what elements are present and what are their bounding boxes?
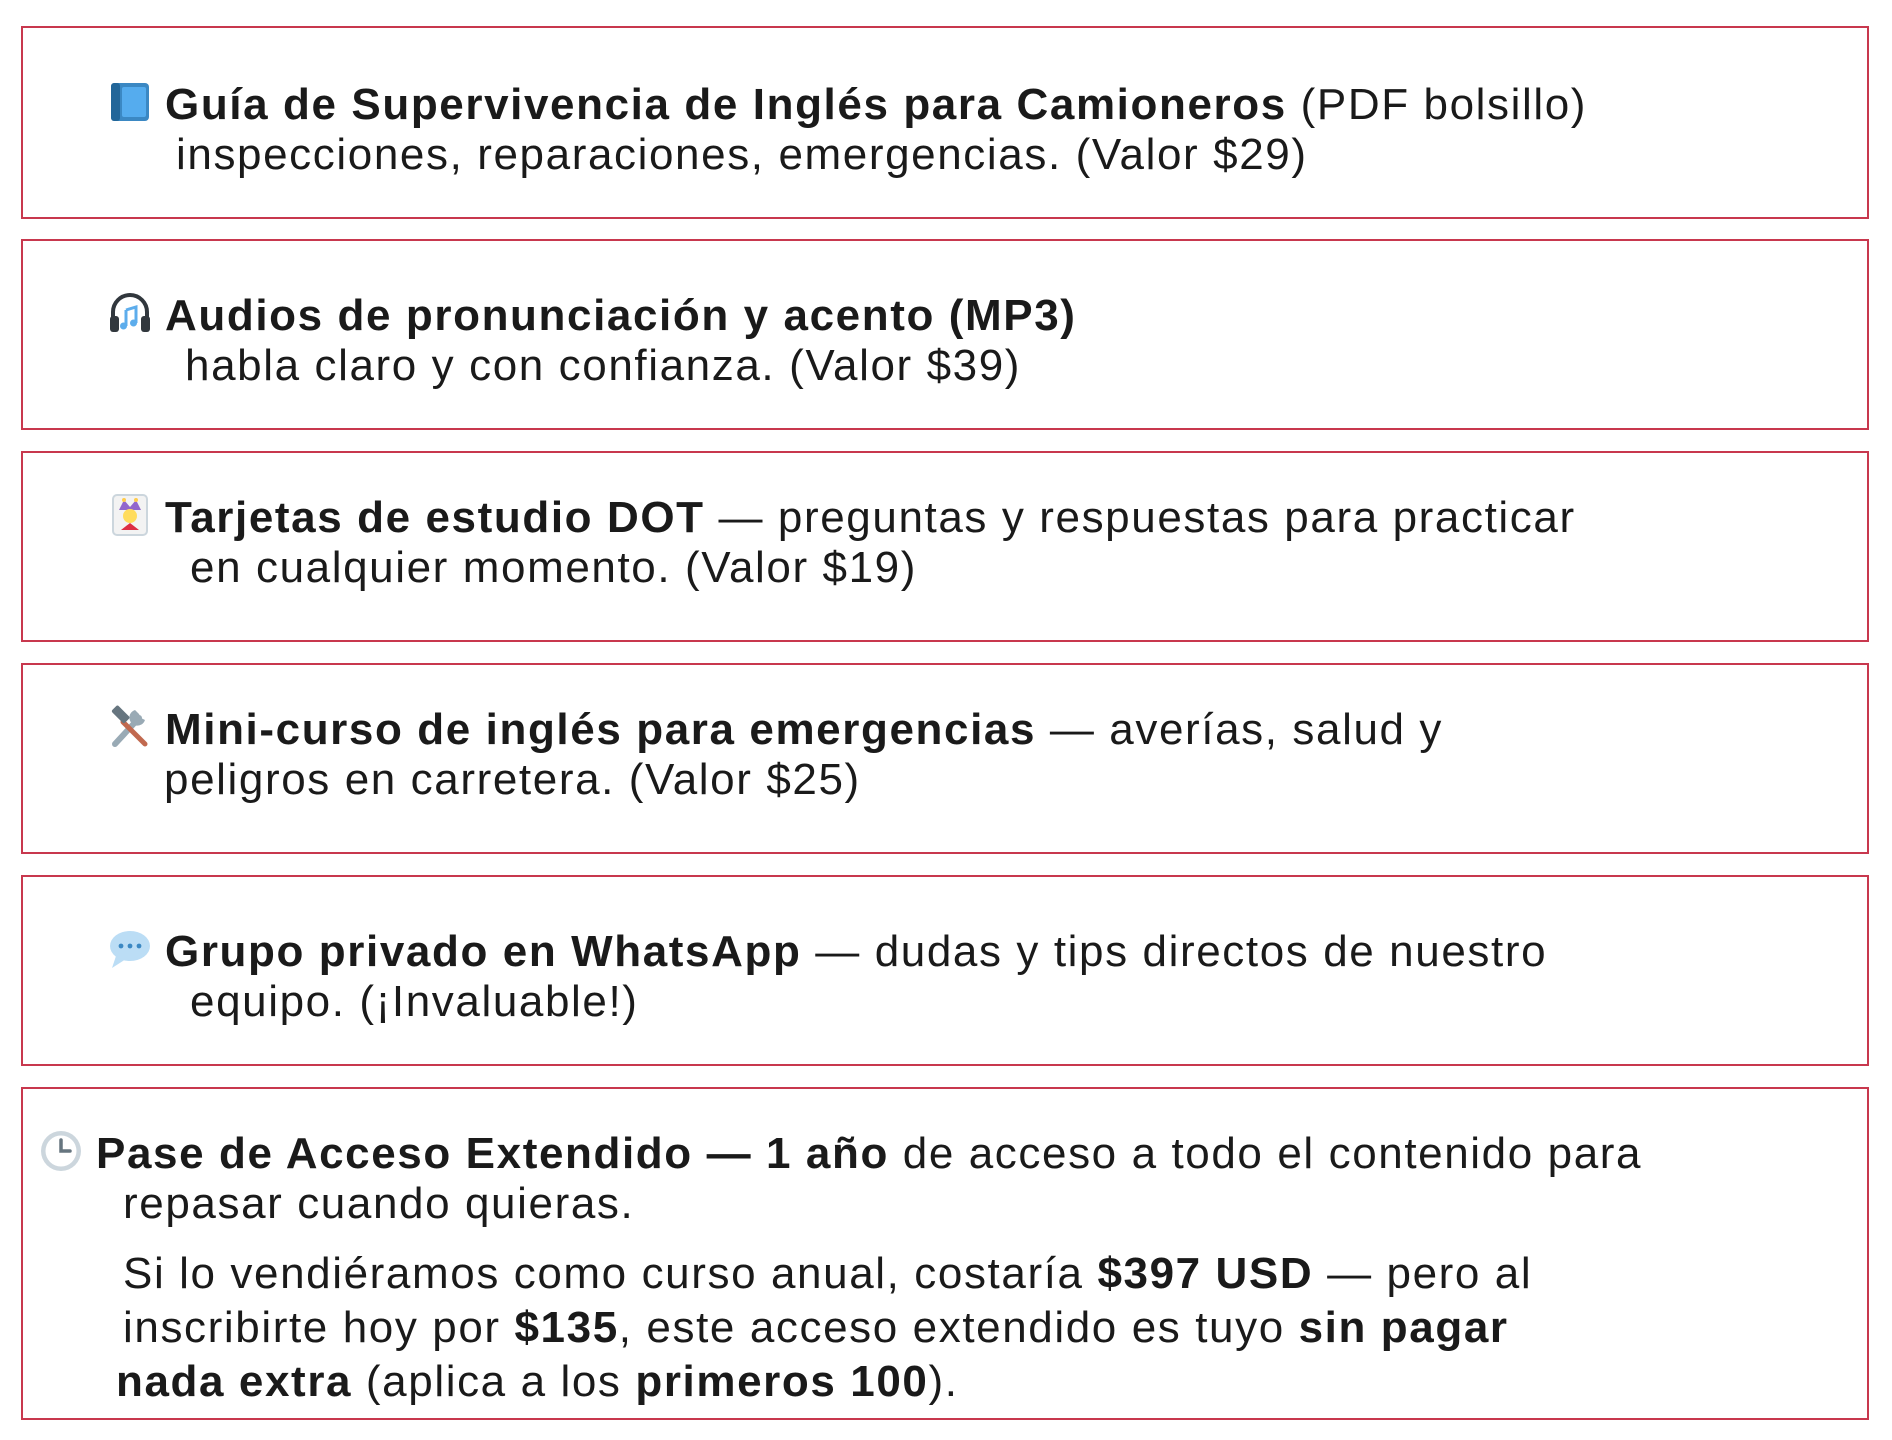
bonus-title: Guía de Supervivencia de Inglés para Camioneros bbox=[165, 80, 1287, 129]
bonus-card-guide bbox=[21, 26, 1869, 219]
bonus-title-line bbox=[107, 290, 1077, 338]
hammer-and-wrench-icon bbox=[107, 704, 153, 750]
extended-p3-end: ). bbox=[928, 1357, 959, 1406]
extended-paragraph-line-1 bbox=[123, 1249, 1533, 1298]
no-extra-cost-label-end: nada extra bbox=[116, 1357, 353, 1406]
extended-paragraph-line-3 bbox=[116, 1357, 959, 1406]
extended-p1-text: Si lo vendiéramos como curso anual, costaría bbox=[123, 1249, 1098, 1298]
headphones-icon bbox=[107, 290, 153, 336]
bonus-card-dot-cards bbox=[21, 451, 1869, 642]
extended-p2-text: inscribirte hoy por bbox=[123, 1303, 515, 1352]
extended-access-card bbox=[21, 1087, 1869, 1420]
bonus-title: Mini-curso de inglés para emergencias bbox=[165, 705, 1037, 754]
bonus-card-audio bbox=[21, 239, 1869, 430]
extended-p2-mid: , este acceso extendido es tuyo bbox=[618, 1303, 1299, 1352]
annual-price: $397 USD bbox=[1097, 1249, 1314, 1298]
bonus-title: Tarjetas de estudio DOT bbox=[165, 493, 705, 542]
bonus-description: inspecciones, reparaciones, emergencias. (Valor $29) bbox=[176, 130, 1308, 179]
bonus-title-suffix: (PDF bolsillo) bbox=[1286, 80, 1588, 129]
extended-p1-end: — pero al bbox=[1313, 1249, 1533, 1298]
bonus-title-line bbox=[107, 704, 1443, 752]
extended-p3-mid: (aplica a los bbox=[352, 1357, 636, 1406]
bonus-description: equipo. (¡Invaluable!) bbox=[190, 977, 639, 1026]
bonus-card-emergency-course bbox=[21, 663, 1869, 854]
offer-price: $135 bbox=[514, 1303, 619, 1352]
bonus-title-suffix: — dudas y tips directos de nuestro bbox=[801, 927, 1548, 976]
bonus-description: habla claro y con confianza. (Valor $39) bbox=[185, 341, 1022, 390]
bonus-card-whatsapp bbox=[21, 875, 1869, 1066]
bonus-title-line bbox=[107, 79, 1587, 127]
extended-title: Pase de Acceso Extendido — 1 año bbox=[96, 1129, 889, 1178]
clock-icon bbox=[38, 1128, 84, 1174]
no-extra-cost-label: sin pagar bbox=[1298, 1303, 1509, 1352]
bonus-description: peligros en carretera. (Valor $25) bbox=[164, 755, 861, 804]
bonus-title-line bbox=[107, 492, 1576, 540]
joker-card-icon bbox=[107, 492, 153, 538]
extended-title-line bbox=[38, 1128, 1642, 1176]
bonus-title-suffix: — preguntas y respuestas para practicar bbox=[704, 493, 1576, 542]
blue-book-icon bbox=[107, 79, 153, 125]
bonus-title: Audios de pronunciación y acento (MP3) bbox=[165, 291, 1077, 340]
speech-bubble-icon bbox=[107, 926, 153, 972]
extended-title-suffix: de acceso a todo el contenido para bbox=[888, 1129, 1643, 1178]
extended-line-2: repasar cuando quieras. bbox=[123, 1179, 635, 1228]
bonus-description: en cualquier momento. (Valor $19) bbox=[190, 543, 918, 592]
bonus-title: Grupo privado en WhatsApp bbox=[165, 927, 802, 976]
extended-paragraph-line-2 bbox=[123, 1303, 1509, 1352]
bonus-title-suffix: — averías, salud y bbox=[1036, 705, 1444, 754]
bonus-title-line bbox=[107, 926, 1547, 974]
first-100-label: primeros 100 bbox=[635, 1357, 929, 1406]
